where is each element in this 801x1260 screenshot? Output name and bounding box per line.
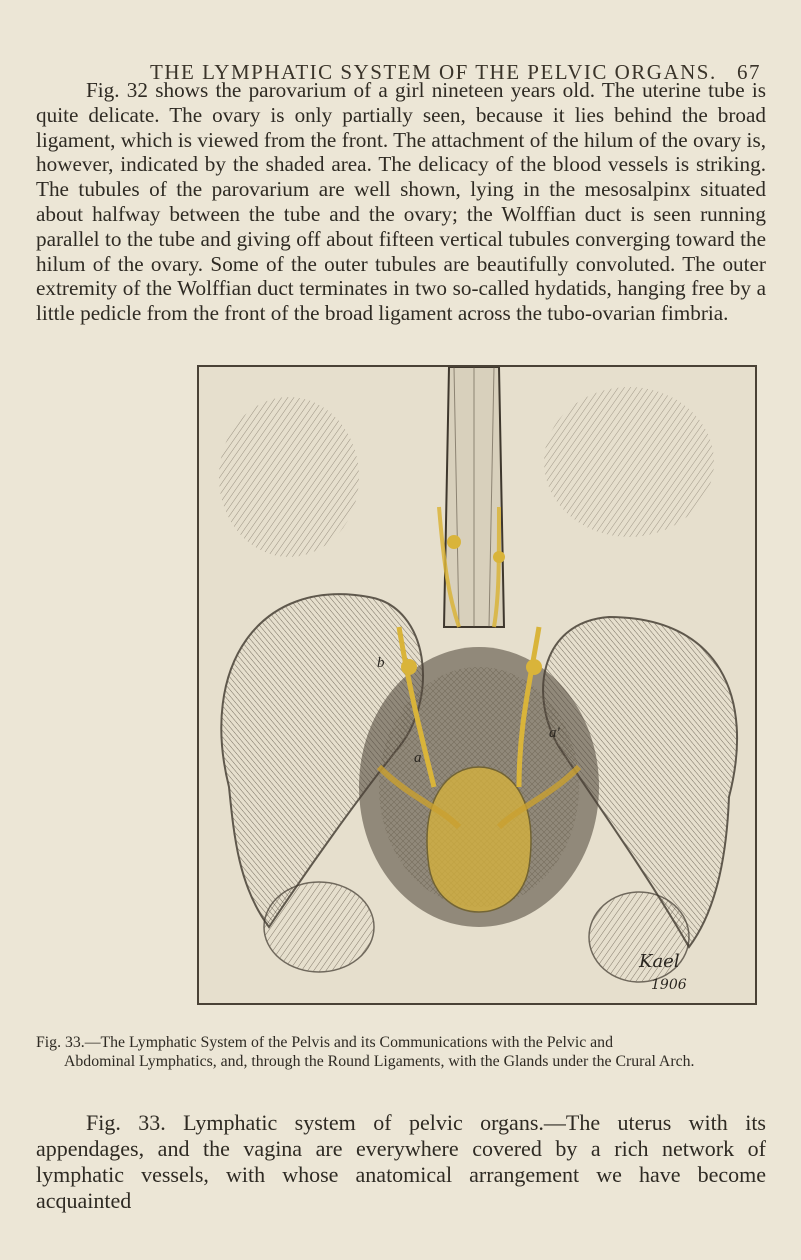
uterus-lymphatics — [427, 767, 531, 912]
left-femur-head — [264, 882, 374, 972]
label-b: b — [377, 655, 385, 671]
right-kidney-mass — [544, 387, 714, 537]
pelvis-engraving — [199, 367, 755, 1003]
caption-line-1: Fig. 33.—The Lymphatic System of the Pelvis and its Communications with the Pelvic and — [36, 1034, 613, 1051]
paragraph-fig33: Fig. 33. Lymphatic system of pelvic organs.—The uterus with its appendages, and the vagina are everywhere covered by a rich network of lymphatic vessels, with whose anatomical arrangement we have become acquainted — [36, 1110, 766, 1213]
artist-signature-year: 1906 — [651, 977, 687, 993]
figure-caption — [36, 1033, 766, 1071]
running-head-title: THE LYMPHATIC SYSTEM OF THE PELVIC ORGANS. — [150, 60, 717, 84]
figure-33-illustration — [197, 365, 757, 1005]
page-number: 67 — [737, 60, 761, 84]
paragraph-fig32: Fig. 32 shows the parovarium of a girl nineteen years old. The uterine tube is quite delicate. The ovary is only partially seen, because it lies behind the broad ligament, which is viewed from the front. The attachment of the hilum of the ovary is, however, indicated by the shaded area. The delicacy of the blood vessels is striking. The tubules of the parovarium are well shown, lying in the mesosalpinx situated about halfway between the tube and the ovary; the Wolffian duct is seen running parallel to the tube and giving off about fifteen vertical tubules converging toward the hilum of the ovary. Some of the outer tubules are beautifully convoluted. The outer extremity of the Wolffian duct terminates in two so-called hydatids, hanging free by a little pedicle from the front of the broad ligament across the tubo-ovarian fimbria. — [36, 78, 766, 326]
artist-signature: Kael — [639, 951, 680, 972]
left-kidney-mass — [219, 397, 359, 557]
caption-line-2: Abdominal Lymphatics, and, through the Round Ligaments, with the Glands under the Crural Arch. — [64, 1053, 695, 1070]
label-a-prime: a' — [549, 725, 560, 741]
label-a: a — [414, 750, 422, 766]
